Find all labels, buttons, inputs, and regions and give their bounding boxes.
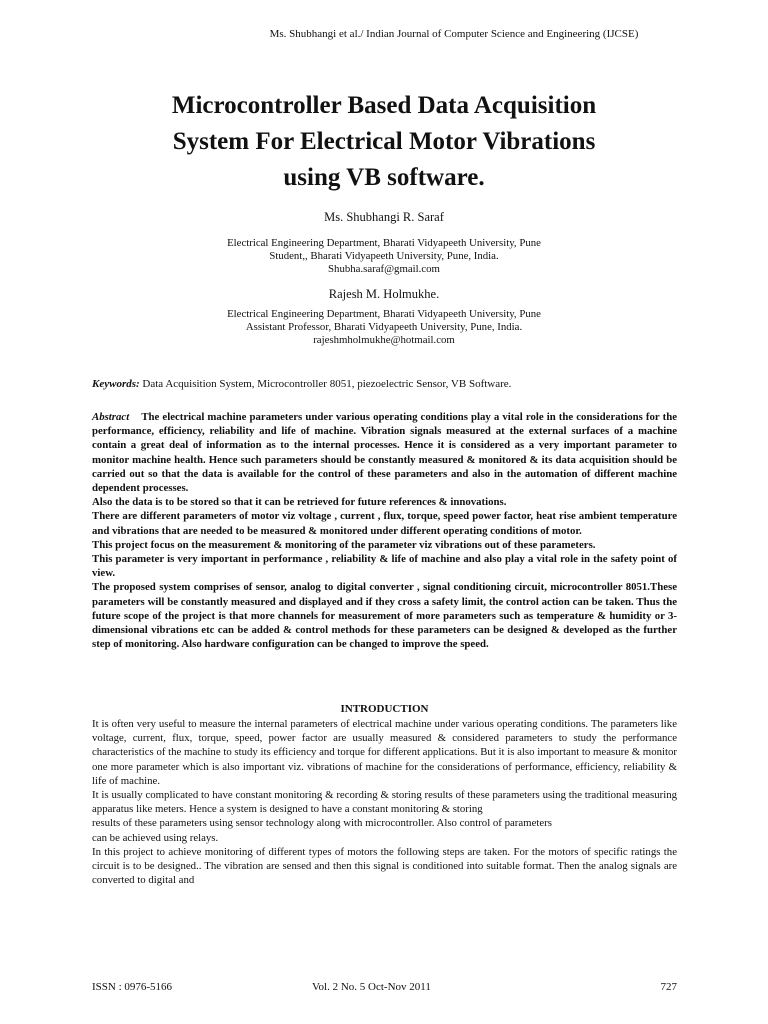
intro-paragraph: It is usually complicated to have constant monitoring & recording & storing results of these parameters using the traditional measuring apparatus like meters. Hence a system is designed to have a constant monitoring & storing (92, 789, 677, 816)
footer-issn: ISSN : 0976-5166 (92, 981, 173, 993)
affiliation-line: Electrical Engineering Department, Bharati Vidyapeeth University, Pune (227, 237, 541, 249)
title-line: System For Electrical Motor Vibrations (172, 128, 596, 155)
abstract-paragraph: Also the data is to be stored so that it can be retrieved for future references & innovations. (92, 496, 507, 509)
abstract-paragraph: There are different parameters of motor viz voltage , current , flux, torque, speed power factor, heat rise ambient temperature and vibrations that are needed to be measured & monitored under different operating conditions of motor. (92, 510, 677, 537)
author-name: Ms. Shubhangi R. Saraf (324, 210, 444, 224)
abstract-paragraph: The proposed system comprises of sensor, analog to digital converter , signal conditioning circuit, microcontroller 8051.These parameters will be constantly measured and displayed and if they cross a safety limit, the control action can be taken. Thus the future scope of the project is that more channels for measurement of more parameters such as temperature & humidity or 3-dimensional vibrations etc can be added & control methods for these parameters can be designed & developed as the further step of monitoring. Also hardware configuration can be changed to improve the speed. (92, 581, 677, 651)
abstract-paragraph: This project focus on the measurement & monitoring of the parameter viz vibrations out of these parameters. (92, 538, 596, 551)
abstract-paragraph: This parameter is very important in performance , reliability & life of machine and also play a vital role in the safety point of view. (92, 553, 677, 580)
keywords-label: Keywords (92, 378, 136, 390)
footer-volume: Vol. 2 No. 5 Oct-Nov 2011 (312, 981, 431, 993)
intro-paragraph: results of these parameters using sensor technology along with microcontroller. Also control of parameters (92, 817, 552, 830)
keywords (92, 378, 682, 390)
introduction-section (92, 717, 677, 887)
title-line: Microcontroller Based Data Acquisition (171, 92, 597, 119)
keywords-text: Data Acquisition System, Microcontroller 8051, piezoelectric Sensor, VB Software. (142, 378, 512, 390)
author-affiliation (84, 237, 684, 276)
author-email: rajeshmholmukhe@hotmail.com (313, 334, 455, 346)
keywords-colon: : (136, 378, 140, 390)
author-name: Rajesh M. Holmukhe. (328, 287, 440, 301)
abstract-paragraph: Abstract The electrical machine parameters under various operating conditions play a vital role in the considerations for the performance, efficiency, reliability and life of machine. Vibration signals measured at the external surfaces of a machine contain a great deal of information as to the internal processes. Hence it is considered as a very important parameter to monitor machine health. Hence such parameters should be constantly measured & monitored & its data acquisition should be carried out so that the data is available for the control of these parameters and also in the automation of different machine dependent processes. (92, 411, 677, 495)
author-email: Shubha.saraf@gmail.com (328, 263, 440, 275)
affiliation-line: Student,, Bharati Vidyapeeth University, Pune, India. (269, 250, 499, 262)
section-heading-introduction: INTRODUCTION (340, 703, 429, 715)
intro-paragraph: can be achieved using relays. (92, 831, 219, 844)
running-head-text: Ms. Shubhangi et al./ Indian Journal of Computer Science and Engineering (IJCSE) (269, 28, 639, 40)
abstract (92, 410, 677, 651)
intro-paragraph: It is often very useful to measure the internal parameters of electrical machine under various operating conditions. The parameters like voltage, current, flux, torque, speed, power factor are usually measured & considered parameters to study the performance characteristics of the machine to study its efficiency and torque for different applications. But it is also important to measure & monitor one more parameter which is also important viz. vibrations of machine for the considerations of performance, efficiency, reliability & life of machine. (92, 718, 677, 787)
intro-paragraph: In this project to achieve monitoring of different types of motors the following steps are taken. For the motors of specific ratings the circuit is to be designed.. The vibration are sensed and then this signal is conditioned into suitable format. Then the analog signals are converted to digital and (92, 845, 677, 887)
author-affiliation (84, 308, 684, 347)
abstract-label: Abstract (92, 411, 130, 423)
paper-title (84, 88, 684, 196)
page-number: 727 (660, 981, 677, 993)
title-line: using VB software. (283, 164, 485, 191)
affiliation-line: Electrical Engineering Department, Bharati Vidyapeeth University, Pune (227, 308, 541, 320)
running-head (0, 28, 768, 40)
affiliation-line: Assistant Professor, Bharati Vidyapeeth University, Pune, India. (245, 321, 523, 333)
